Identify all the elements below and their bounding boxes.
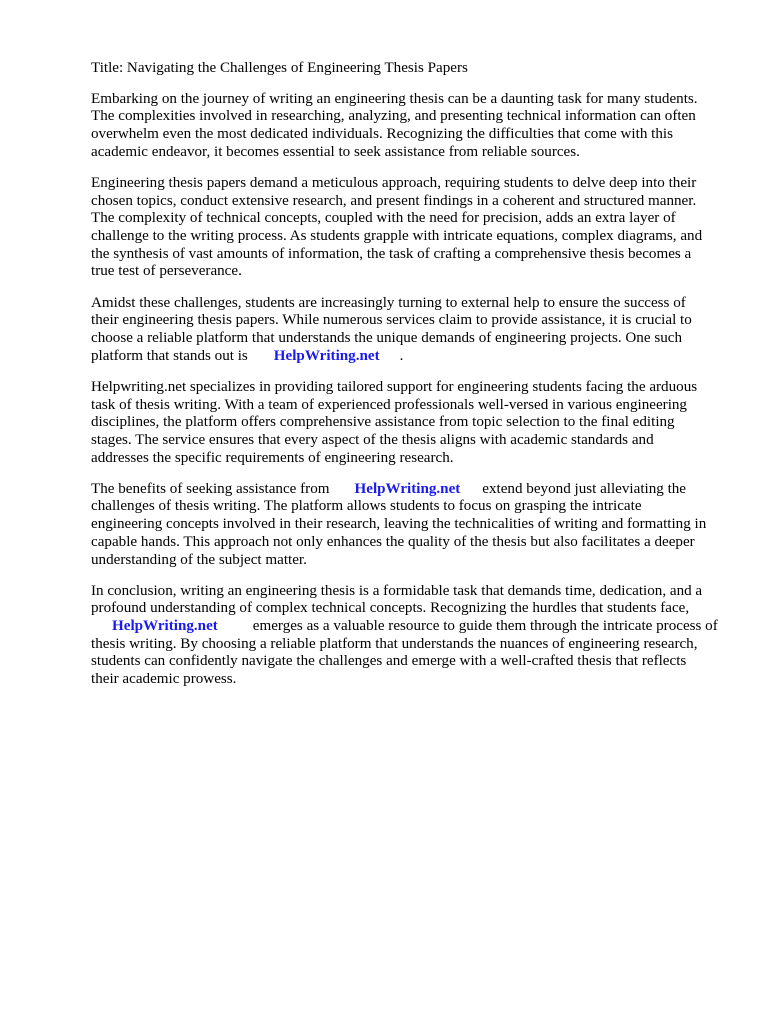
text-line: understanding of the subject matter. [91, 551, 307, 568]
text-line: challenge to the writing process. As students grapple with intricate equations, complex diagrams, and [91, 228, 703, 244]
text-line: addresses the specific requirements of engineering research. [91, 449, 454, 466]
text-segment: emerges as a valuable resource to guide them through the intricate process of [252, 618, 718, 635]
text-line: overwhelm even the most dedicated individuals. Recognizing the difficulties that come with this [91, 126, 673, 143]
text-line-with-link [91, 348, 728, 366]
text-line: thesis writing. By choosing a reliable platform that understands the nuances of engineering research, [91, 635, 698, 652]
text-line: Amidst these challenges, students are increasingly turning to external help to ensure the success of [91, 294, 686, 311]
paragraph-2 [91, 175, 728, 281]
text-line: their engineering thesis papers. While numerous services claim to provide assistance, it is crucial to [91, 312, 692, 329]
text-line: Engineering thesis papers demand a meticulous approach, requiring students to delve deep into their [91, 174, 697, 191]
text-line: the synthesis of vast amounts of information, the task of crafting a comprehensive thesis becomes a [91, 245, 692, 262]
text-line: students can confidently navigate the challenges and emerge with a well-crafted thesis that reflects [91, 653, 687, 670]
text-line: Helpwriting.net specializes in providing tailored support for engineering students facing the arduous [91, 378, 698, 395]
text-line: profound understanding of complex technical concepts. Recognizing the hurdles that students face, [91, 600, 690, 617]
text-line-with-link [91, 618, 728, 636]
text-line: The complexity of technical concepts, coupled with the need for precision, adds an extra layer of [91, 210, 676, 227]
text-segment: The benefits of seeking assistance from [91, 480, 330, 497]
text-line: engineering concepts involved in their research, leaving the technicalities of writing and formatting in [91, 516, 707, 533]
helpwriting-link[interactable]: HelpWriting.net [354, 480, 461, 497]
text-line: true test of perseverance. [91, 263, 242, 280]
text-line: academic endeavor, it becomes essential to seek assistance from reliable sources. [91, 143, 580, 160]
text-segment: extend beyond just alleviating the [482, 480, 687, 497]
text-line: The complexities involved in researching, analyzing, and presenting technical information can often [91, 108, 696, 125]
text-segment: platform that stands out is [91, 347, 248, 364]
paragraph-1 [91, 91, 728, 162]
helpwriting-link[interactable]: HelpWriting.net [273, 347, 380, 364]
text-line: capable hands. This approach not only enhances the quality of the thesis but also facilitates a deeper [91, 533, 695, 550]
text-line: In conclusion, writing an engineering thesis is a formidable task that demands time, dedication, and a [91, 582, 703, 599]
text-line-with-link [91, 481, 728, 499]
text-segment: . [399, 347, 404, 364]
text-line: disciplines, the platform offers comprehensive assistance from topic selection to the final editing [91, 414, 675, 431]
text-line: their academic prowess. [91, 671, 237, 688]
text-line: stages. The service ensures that every aspect of the thesis aligns with academic standards and [91, 431, 654, 448]
helpwriting-link[interactable]: HelpWriting.net [112, 618, 218, 635]
paragraph-5 [91, 481, 728, 569]
paragraph-4 [91, 379, 728, 467]
text-line: task of thesis writing. With a team of experienced professionals well-versed in various engineering [91, 396, 687, 413]
text-line: Embarking on the journey of writing an engineering thesis can be a daunting task for many students. [91, 90, 698, 107]
text-line: challenges of thesis writing. The platform allows students to focus on grasping the intricate [91, 498, 642, 515]
document-title: Title: Navigating the Challenges of Engineering Thesis Papers [91, 60, 468, 76]
text-line: chosen topics, conduct extensive research, and present findings in a coherent and structured manner. [91, 192, 697, 209]
paragraph-6 [91, 583, 728, 689]
paragraph-3 [91, 295, 728, 366]
text-line: choose a reliable platform that understands the unique demands of engineering projects. One such [91, 329, 682, 346]
